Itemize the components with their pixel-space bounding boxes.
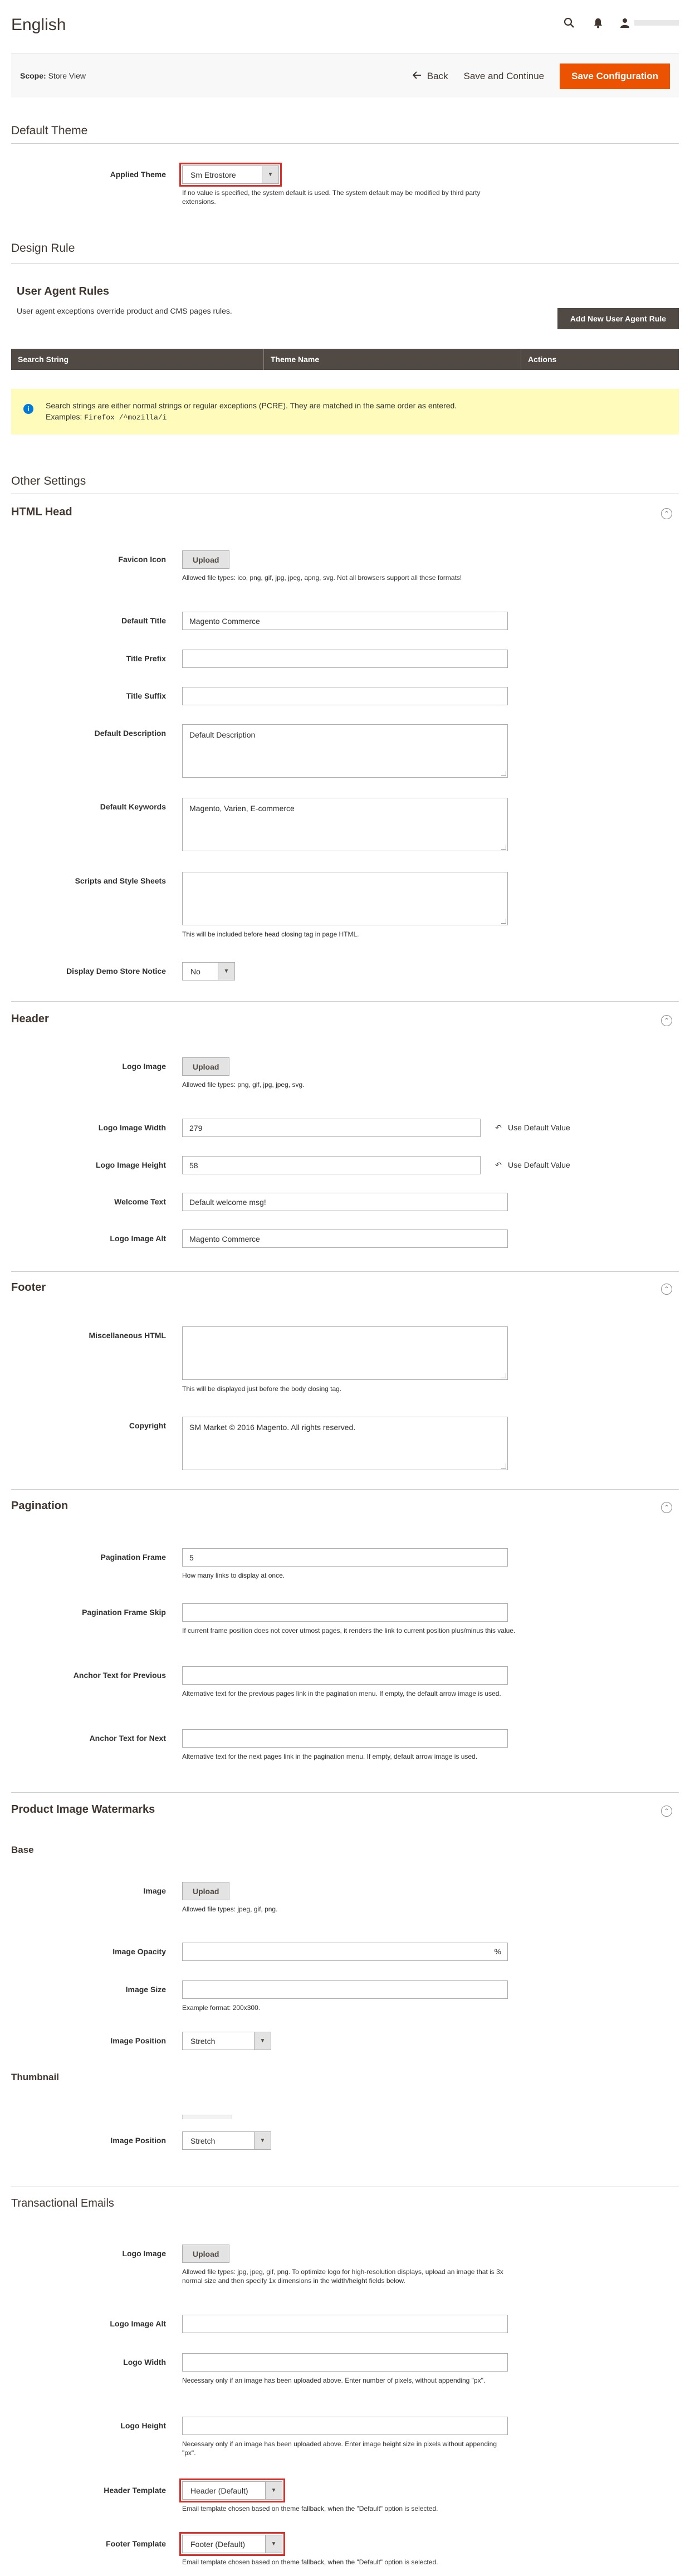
logo-upload-button[interactable]: Upload	[182, 1057, 229, 1076]
anchor-previous-input[interactable]	[182, 1666, 508, 1685]
misc-html-textarea[interactable]	[182, 1326, 508, 1380]
base-image-note: Allowed file types: jpeg, gif, png.	[182, 1905, 278, 1913]
logo-note: Allowed file types: png, gif, jpg, jpeg, svg.	[182, 1081, 305, 1089]
examples-prefix: Examples:	[46, 412, 82, 421]
thumb-image-position-select[interactable]	[182, 2131, 271, 2150]
pagination-skip-input[interactable]	[182, 1603, 508, 1622]
scope-value: Store View	[48, 71, 86, 80]
user-agent-rules-title: User Agent Rules	[17, 285, 109, 297]
pagination-skip-note: If current frame position does not cover utmost pages, it renders the link to current position plus/minus this value.	[182, 1627, 516, 1635]
html-head-title: HTML Head	[11, 506, 72, 518]
base-image-position-value: Stretch	[190, 2036, 216, 2046]
examples-code: Firefox /^mozilla/i	[84, 413, 167, 422]
email-logo-width-input[interactable]	[182, 2353, 508, 2372]
demo-notice-label: Display Demo Store Notice	[66, 967, 166, 975]
clipped-field-remnant	[182, 2115, 232, 2119]
collapse-icon[interactable]: ⌃	[661, 1502, 672, 1513]
applied-theme-label: Applied Theme	[110, 170, 166, 179]
other-settings-title: Other Settings	[11, 475, 86, 487]
user-icon	[620, 18, 630, 28]
title-prefix-input[interactable]	[182, 650, 508, 668]
image-size-note: Example format: 200x300.	[182, 2004, 261, 2012]
page-header	[0, 0, 690, 50]
logo-height-input[interactable]: 58	[182, 1156, 481, 1174]
logo-alt-label: Logo Image Alt	[110, 1234, 166, 1243]
notice-text: Search strings are either normal strings or regular exceptions (PCRE). They are matched in the same order as entered.	[46, 401, 457, 410]
logo-width-label: Logo Image Width	[98, 1123, 166, 1132]
scripts-note: This will be included before head closing tag in page HTML.	[182, 930, 359, 938]
default-theme-title: Default Theme	[11, 124, 88, 137]
anchor-previous-note: Alternative text for the previous pages link in the pagination menu. If empty, the default arrow image is used.	[182, 1690, 501, 1697]
image-size-input[interactable]	[182, 1980, 508, 1999]
email-logo-label: Logo Image	[122, 2249, 166, 2258]
undo-icon: ↶	[495, 1160, 502, 1169]
chevron-down-icon: ▼	[262, 166, 278, 183]
default-keywords-textarea[interactable]: Magento, Varien, E-commerce	[182, 798, 508, 851]
anchor-next-note: Alternative text for the next pages link in the pagination menu. If empty, default arrow image is used.	[182, 1753, 478, 1760]
email-logo-note: Allowed file types: jpg, jpeg, gif, png. To optimize logo for high-resolution displays, upload an image that is 3x normal size and then specify 1x dimensions in the width/height fields below.	[182, 2268, 503, 2285]
use-default-label: Use Default Value	[508, 1123, 570, 1132]
save-and-continue-button[interactable]: Save and Continue	[464, 64, 545, 89]
header-template-value: Header (Default)	[190, 2486, 248, 2495]
demo-notice-value: No	[190, 967, 200, 976]
misc-html-label: Miscellaneous HTML	[89, 1331, 166, 1340]
save-configuration-button[interactable]: Save Configuration	[560, 64, 670, 89]
back-button[interactable]	[413, 64, 448, 89]
scope-label: Scope:	[20, 71, 46, 80]
applied-theme-value: Sm Etrostore	[190, 170, 236, 179]
column-actions: Actions	[528, 355, 557, 364]
logo-width-use-default[interactable]	[495, 1123, 570, 1132]
logo-image-label: Logo Image	[122, 1062, 166, 1071]
favicon-upload-button[interactable]: Upload	[182, 550, 229, 569]
copyright-textarea[interactable]: SM Market © 2016 Magento. All rights reserved.	[182, 1417, 508, 1470]
base-image-upload-button[interactable]: Upload	[182, 1882, 229, 1900]
back-label: Back	[427, 71, 448, 81]
divider	[11, 1489, 679, 1490]
pagination-skip-label: Pagination Frame Skip	[82, 1608, 166, 1617]
logo-alt-input[interactable]: Magento Commerce	[182, 1230, 508, 1248]
user-menu[interactable]	[620, 18, 679, 28]
anchor-next-input[interactable]	[182, 1729, 508, 1748]
collapse-icon[interactable]: ⌃	[661, 1806, 672, 1817]
image-opacity-input[interactable]	[182, 1943, 508, 1961]
collapse-icon[interactable]: ⌃	[661, 508, 672, 519]
email-logo-upload-button[interactable]: Upload	[182, 2245, 229, 2263]
footer-template-value: Footer (Default)	[190, 2539, 246, 2549]
actions	[413, 64, 670, 89]
scripts-label: Scripts and Style Sheets	[75, 876, 166, 885]
title-prefix-label: Title Prefix	[126, 654, 166, 663]
footer-template-note: Email template chosen based on theme fallback, when the "Default" option is selected.	[182, 2558, 438, 2566]
collapse-icon[interactable]: ⌃	[661, 1284, 672, 1295]
title-suffix-label: Title Suffix	[126, 691, 166, 700]
default-description-label: Default Description	[94, 729, 166, 738]
default-keywords-label: Default Keywords	[100, 802, 166, 811]
scripts-textarea[interactable]	[182, 872, 508, 925]
header-template-note: Email template chosen based on theme fallback, when the "Default" option is selected.	[182, 2505, 438, 2512]
collapse-icon[interactable]: ⌃	[661, 1015, 672, 1026]
column-theme-name: Theme Name	[264, 349, 521, 370]
pagination-title: Pagination	[11, 1500, 68, 1512]
watermarks-title: Product Image Watermarks	[11, 1803, 155, 1816]
page-actions-bar	[11, 53, 679, 97]
chevron-down-icon: ▼	[218, 963, 234, 980]
footer-template-label: Footer Template	[106, 2539, 166, 2548]
bell-icon[interactable]	[591, 16, 605, 30]
divider	[11, 143, 679, 144]
image-size-label: Image Size	[125, 1985, 166, 1994]
arrow-left-icon	[413, 71, 422, 82]
email-logo-alt-label: Logo Image Alt	[110, 2319, 166, 2328]
title-suffix-input[interactable]	[182, 687, 508, 705]
default-description-textarea[interactable]: Default Description	[182, 724, 508, 778]
chevron-down-icon: ▼	[265, 2535, 282, 2553]
base-image-position-select[interactable]	[182, 2032, 271, 2050]
footer-template-select[interactable]	[182, 2535, 282, 2553]
chevron-down-icon: ▼	[265, 2482, 282, 2499]
copyright-label: Copyright	[129, 1421, 166, 1430]
applied-theme-select[interactable]	[182, 165, 279, 184]
header-group-title: Header	[11, 1013, 49, 1025]
logo-height-use-default[interactable]	[495, 1160, 570, 1169]
transactional-emails-title: Transactional Emails	[11, 2197, 114, 2209]
page-title: English	[11, 16, 66, 34]
divider	[11, 1271, 679, 1272]
notice-examples	[46, 411, 668, 423]
welcome-text-input[interactable]: Default welcome msg!	[182, 1193, 508, 1211]
logo-height-label: Logo Image Height	[96, 1160, 166, 1169]
chevron-down-icon: ▼	[254, 2032, 271, 2050]
favicon-label: Favicon Icon	[118, 555, 166, 564]
header-template-select[interactable]	[182, 2481, 282, 2500]
thumbnail-subtitle: Thumbnail	[11, 2072, 59, 2082]
default-title-label: Default Title	[121, 616, 166, 625]
logo-width-input[interactable]: 279	[182, 1119, 481, 1137]
percent-suffix: %	[494, 1947, 501, 1956]
demo-notice-select[interactable]	[182, 962, 235, 980]
use-default-label: Use Default Value	[508, 1160, 570, 1169]
thumb-image-position-label: Image Position	[110, 2136, 166, 2145]
pagination-frame-note: How many links to display at once.	[182, 1572, 285, 1579]
email-logo-alt-input[interactable]	[182, 2315, 508, 2333]
welcome-text-label: Welcome Text	[114, 1197, 166, 1206]
anchor-previous-label: Anchor Text for Previous	[73, 1671, 166, 1680]
header-tools	[562, 16, 679, 30]
email-logo-height-note: Necessary only if an image has been uploaded above. Enter image height size in pixels without appending "px".	[182, 2440, 497, 2457]
email-logo-width-label: Logo Width	[123, 2358, 166, 2367]
design-rule-title: Design Rule	[11, 242, 75, 255]
default-title-input[interactable]: Magento Commerce	[182, 612, 508, 630]
misc-html-note: This will be displayed just before the body closing tag.	[182, 1385, 342, 1393]
email-logo-height-label: Logo Height	[120, 2421, 166, 2430]
column-search-string: Search String	[11, 349, 264, 370]
scope-switcher[interactable]	[20, 71, 86, 80]
applied-theme-note: If no value is specified, the system default is used. The system default may be modified by third party extensions.	[182, 189, 481, 206]
add-user-agent-rule-button[interactable]: Add New User Agent Rule	[557, 308, 679, 329]
divider	[11, 1792, 679, 1793]
user-agent-rules-table-header	[11, 349, 679, 370]
user-name-placeholder	[634, 20, 679, 26]
base-image-label: Image	[143, 1886, 166, 1895]
image-opacity-label: Image Opacity	[112, 1947, 166, 1956]
pagination-frame-label: Pagination Frame	[100, 1553, 166, 1562]
favicon-note: Allowed file types: ico, png, gif, jpg, jpeg, apng, svg. Not all browsers support all these formats!	[182, 574, 462, 582]
base-image-position-label: Image Position	[110, 2036, 166, 2045]
divider	[11, 263, 679, 264]
pagination-frame-input[interactable]: 5	[182, 1548, 508, 1567]
undo-icon: ↶	[495, 1123, 502, 1132]
divider	[11, 1001, 679, 1002]
email-logo-width-note: Necessary only if an image has been uploaded above. Enter number of pixels, without appending "px".	[182, 2377, 486, 2384]
chevron-down-icon: ▼	[254, 2132, 271, 2149]
search-icon[interactable]	[562, 16, 576, 30]
base-subtitle: Base	[11, 1845, 34, 1855]
info-icon: i	[23, 404, 33, 414]
email-logo-height-input[interactable]	[182, 2417, 508, 2435]
user-agent-rules-description: User agent exceptions override product and CMS pages rules.	[17, 306, 232, 315]
thumb-image-position-value: Stretch	[190, 2136, 216, 2145]
footer-group-title: Footer	[11, 1281, 46, 1294]
header-template-label: Header Template	[104, 2486, 166, 2495]
anchor-next-label: Anchor Text for Next	[89, 1734, 166, 1743]
info-notice	[11, 389, 679, 435]
